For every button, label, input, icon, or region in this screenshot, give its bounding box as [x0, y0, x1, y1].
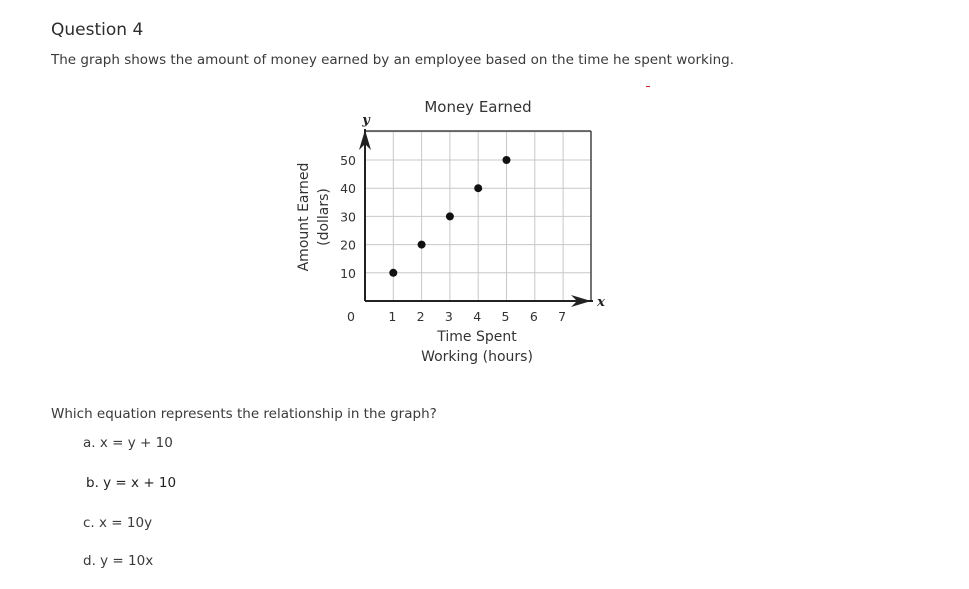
answer-option-a[interactable]: a. x = y + 10 — [83, 435, 173, 451]
y-tick-label: 50 — [340, 153, 356, 168]
chart-title: Money Earned — [424, 98, 532, 116]
data-point — [446, 212, 454, 220]
question-text: The graph shows the amount of money earned by an employee based on the time he spent working. — [51, 52, 735, 68]
x-tick-label: 5 — [501, 309, 510, 324]
x-axis-label: Working (hours) — [421, 349, 533, 365]
answer-option-c[interactable]: c. x = 10y — [83, 515, 153, 531]
data-point — [474, 184, 482, 192]
question-prompt: Which equation represents the relationship in the graph? — [51, 406, 437, 422]
answer-option-d[interactable]: d. y = 10x — [83, 553, 154, 569]
answer-option-b[interactable]: b. y = x + 10 — [86, 475, 177, 491]
y-tick-label: 30 — [340, 209, 356, 225]
origin-label: 0 — [347, 309, 355, 324]
y-tick-label: 40 — [340, 181, 356, 197]
y-axis-label: Amount Earned — [296, 162, 312, 272]
y-tick-label: 10 — [340, 265, 356, 281]
x-tick-label: 3 — [444, 309, 453, 324]
data-point — [418, 241, 426, 249]
y-axis-letter: y — [362, 113, 370, 128]
x-tick-label: 4 — [473, 309, 482, 324]
y-tick-label: 20 — [340, 237, 356, 253]
x-axis-label: Time Spent — [437, 329, 517, 345]
data-point — [503, 156, 511, 164]
x-tick-label: 2 — [416, 309, 425, 324]
x-tick-label: 6 — [529, 309, 538, 324]
x-tick-label: 7 — [558, 309, 567, 324]
question-title: Question 4 — [51, 20, 144, 40]
data-point — [389, 269, 397, 277]
y-axis-label: (dollars) — [316, 188, 332, 246]
x-tick-label: 1 — [388, 309, 397, 324]
x-axis-letter: x — [597, 295, 605, 310]
